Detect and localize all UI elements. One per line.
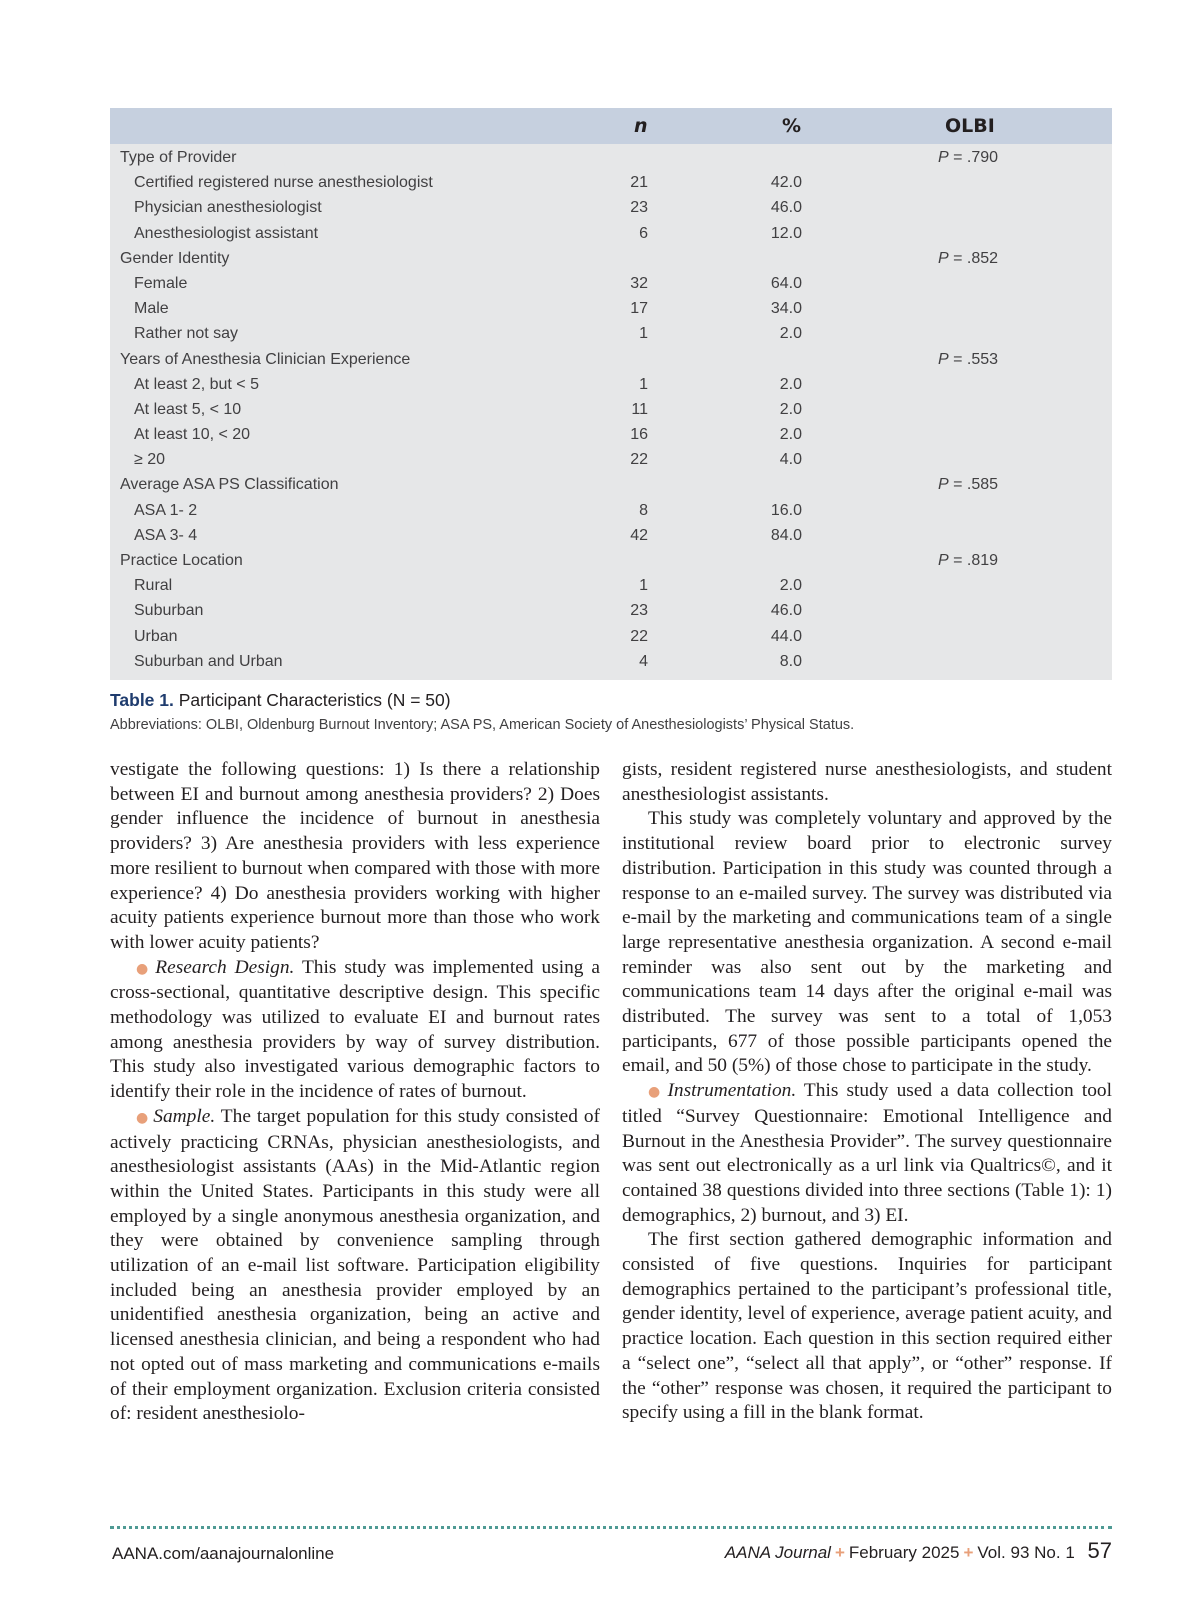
plus-icon: +	[834, 1543, 845, 1562]
participant-table	[110, 108, 1112, 680]
row-label: Gender Identity	[120, 249, 230, 267]
row-label: Type of Provider	[120, 149, 237, 166]
row-percent: 64.0	[770, 274, 802, 292]
row-p-value	[938, 552, 998, 570]
demographics-paragraph: The first section gathered demographic information and consisted of five questions. Inquiries for participant demographics pertained to the participant’s professional title, gender identity, level of experience, average patient acuity, and practice location. Each question in this section required either a “select one”, “select all that apply”, or “other” response. If the “other” response was chosen, it required the participant to specify using a fill in the blank format.	[622, 1229, 1112, 1424]
row-percent: 46.0	[770, 199, 802, 217]
row-percent: 16.0	[770, 501, 802, 519]
table-caption-text: Participant Characteristics (N = 50)	[178, 690, 451, 710]
table-caption	[110, 690, 451, 711]
row-percent: 8.0	[779, 652, 802, 670]
row-percent: 34.0	[770, 300, 802, 318]
p-symbol: P	[938, 552, 949, 569]
row-p-value	[938, 250, 998, 268]
row-n: 22	[630, 627, 648, 645]
table-row	[110, 371, 1112, 396]
plus-icon: +	[963, 1543, 974, 1562]
row-label: Suburban	[134, 602, 204, 620]
table-row	[110, 194, 1112, 219]
row-percent: 2.0	[779, 426, 802, 444]
row-n: 22	[630, 451, 648, 469]
sample-heading: Sample.	[153, 1105, 216, 1127]
row-label: ≥ 20	[134, 451, 166, 469]
p-symbol: P	[938, 476, 949, 494]
row-n: 17	[630, 300, 648, 318]
row-label: Suburban and Urban	[134, 652, 283, 670]
row-label: Rural	[134, 577, 173, 595]
table-row	[110, 220, 1112, 245]
instrumentation-paragraph	[622, 1079, 1112, 1228]
table-row	[110, 320, 1112, 345]
table-category-row	[110, 245, 1112, 270]
table-row	[110, 396, 1112, 421]
row-n: 16	[630, 426, 648, 444]
p-number: = .790	[948, 149, 999, 166]
table-header: n % OLBI	[110, 108, 1112, 144]
research-design-paragraph	[110, 956, 600, 1105]
table-row	[110, 572, 1112, 597]
table-row	[110, 169, 1112, 194]
row-percent: 2.0	[779, 325, 802, 343]
footer-citation	[725, 1538, 1112, 1564]
row-label: Years of Anesthesia Clinician Experience	[120, 350, 411, 368]
row-label: Practice Location	[120, 552, 243, 569]
row-p-value	[938, 351, 998, 369]
row-label: Physician anesthesiologist	[134, 199, 322, 217]
row-label: Urban	[134, 627, 178, 645]
header-olbi: OLBI	[945, 115, 995, 137]
row-label: ASA 1- 2	[134, 501, 198, 519]
row-percent: 4.0	[779, 451, 802, 469]
row-label: Female	[134, 274, 188, 292]
research-design-heading: Research Design.	[155, 956, 295, 978]
row-p-value	[938, 149, 998, 167]
table-row	[110, 446, 1112, 471]
sample-text: The target population for this study consisted of actively practicing CRNAs, physician anesthesiologists, and anesthesiologist assistants (AAs) in the Mid-Atlantic region within the United States. Participants in this study were all employed by a single anonymous anesthesia organization, and they were obtained by convenience sampling through utilization of an e-mail list software. Participation eligibility included being an anesthesia provider employed by an unidentified anesthesia organization, being an active and licensed anesthesia clinician, and being a respondent who had not opted out of mass marketing and communications e-mails of their employment organization. Exclusion criteria consisted of: resident anesthesiolo-	[110, 1105, 600, 1425]
left-paragraph: vestigate the following questions: 1) Is there a relationship between EI and burnout among anesthesia providers? 2) Does gender influence the incidence of burnout in anesthesia providers? 3) Are anesthesia providers with less experience more resilient to burnout when compared with those with more experience? 4) Do anesthesia providers working with higher acuity patients experience burnout more than those who work with lower acuity patients?	[110, 759, 600, 953]
footer-date: February 2025	[848, 1543, 960, 1562]
voluntary-paragraph: This study was completely voluntary and approved by the institutional review board prior to electronic survey distribution. Participation in this study was counted through a response to an e-mailed survey. The survey was distributed via e-mail by the marketing and communications team of a single large representative anesthesia organization. A second e-mail reminder was also sent out by the marketing and communications team 14 days after the original e-mail was distributed. The survey was sent to a total of 1,053 participants, 677 of those possible participants opened the email, and 50 (5%) of those chose to participate in the study.	[622, 808, 1112, 1077]
p-symbol: P	[938, 249, 949, 267]
footer-website: AANA.com/aanajournalonline	[112, 1544, 335, 1563]
row-n: 11	[631, 400, 648, 418]
row-n: 6	[639, 224, 648, 242]
sample-paragraph	[110, 1105, 600, 1427]
table-abbreviations: Abbreviations: OLBI, Oldenburg Burnout Inventory; ASA PS, American Society of Anesthesiologists’ Physical Status.	[110, 717, 855, 733]
row-n: 1	[639, 577, 648, 595]
table-category-row	[110, 547, 1112, 572]
row-percent: 46.0	[770, 602, 802, 620]
table-row	[110, 270, 1112, 295]
row-percent: 2.0	[779, 375, 802, 393]
row-label: Certified registered nurse anesthesiologist	[134, 174, 433, 192]
p-number: = .852	[948, 249, 999, 267]
row-percent: 84.0	[770, 526, 802, 544]
table-caption-label: Table 1.	[110, 690, 174, 710]
table-row	[110, 648, 1112, 673]
row-n: 21	[630, 174, 648, 192]
p-number: = .553	[948, 350, 999, 368]
table-row	[110, 522, 1112, 547]
p-symbol: P	[938, 149, 949, 166]
row-label: At least 10, < 20	[134, 426, 251, 444]
row-label: At least 5, < 10	[134, 400, 242, 418]
right-column	[622, 758, 1112, 1426]
row-label: Anesthesiologist assistant	[134, 224, 319, 242]
instrumentation-heading: Instrumentation.	[667, 1080, 797, 1102]
row-n: 23	[630, 602, 648, 620]
table-row	[110, 597, 1112, 622]
table-row	[110, 623, 1112, 648]
p-number: = .819	[948, 552, 999, 569]
row-label: ASA 3- 4	[134, 526, 198, 544]
table-row	[110, 295, 1112, 320]
table-category-row	[110, 471, 1112, 496]
bullet-icon: ●	[648, 1084, 664, 1101]
row-percent: 12.0	[770, 224, 802, 242]
row-label: Rather not say	[134, 325, 239, 343]
row-percent: 2.0	[779, 400, 802, 418]
p-symbol: P	[938, 350, 949, 368]
row-percent: 44.0	[770, 627, 802, 645]
row-n: 8	[639, 501, 648, 519]
row-label: Male	[134, 300, 169, 318]
row-n: 1	[639, 325, 648, 343]
footer-journal: AANA Journal	[724, 1543, 831, 1562]
p-number: = .585	[948, 476, 999, 494]
left-column	[110, 758, 600, 1427]
row-p-value	[938, 476, 998, 494]
table-row	[110, 421, 1112, 446]
table-category-row	[110, 144, 1112, 169]
page-number: 57	[1087, 1538, 1112, 1563]
footer-divider	[110, 1526, 1112, 1529]
instrumentation-text: This study used a data collection tool titled “Survey Questionnaire: Emotional Intelligence and Burnout in the Anesthesia Provider”. The survey questionnaire was sent out electronically as a url link via Qualtrics©, and it contained 38 questions divided into three sections (Table 1): 1) demographics, 2) burnout, and 3) EI.	[622, 1080, 1112, 1226]
table-body	[110, 144, 1112, 673]
bullet-icon: ●	[136, 1109, 150, 1126]
research-design-text: This study was implemented using a cross-sectional, quantitative descriptive design. This specific methodology was utilized to evaluate EI and burnout rates among anesthesia providers by way of survey distribution. This study also investigated various demographic factors to identify their role in the incidence of rates of burnout.	[110, 956, 601, 1103]
table-category-row	[110, 346, 1112, 371]
row-n: 1	[639, 375, 648, 393]
bullet-icon: ●	[136, 960, 152, 977]
row-label: At least 2, but < 5	[134, 375, 259, 393]
footer-volume: Vol. 93	[977, 1543, 1030, 1562]
row-label: Average ASA PS Classification	[120, 476, 339, 494]
table-row	[110, 497, 1112, 522]
row-n: 32	[630, 274, 648, 292]
row-n: 4	[639, 652, 648, 670]
footer-issue: No. 1	[1034, 1543, 1075, 1562]
row-n: 23	[630, 199, 648, 217]
row-percent: 2.0	[779, 577, 802, 595]
right-paragraph-continued: gists, resident registered nurse anesthesiologists, and student anesthesiologist assistants.	[622, 759, 1112, 805]
row-n: 42	[630, 526, 648, 544]
row-percent: 42.0	[770, 174, 802, 192]
